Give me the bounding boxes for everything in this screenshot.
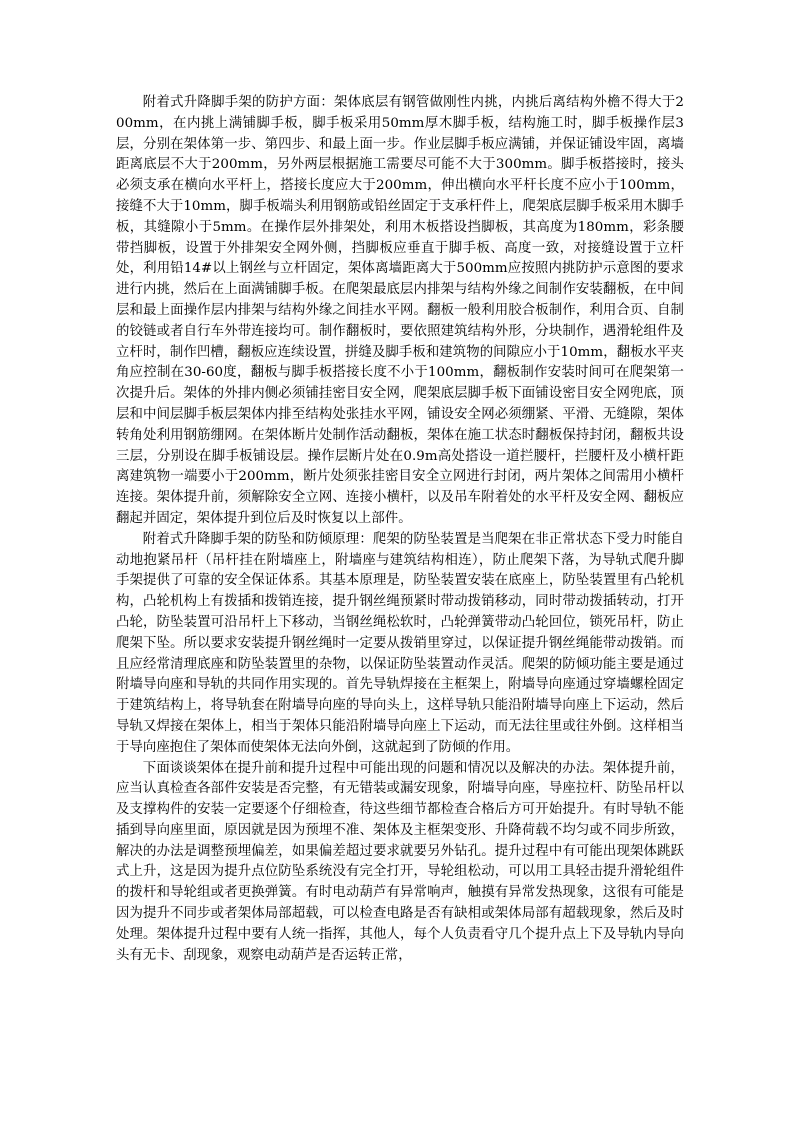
paragraph-anti-fall-anti-tilt: 附着式升降脚手架的防坠和防倾原理：爬架的防坠装置是当爬架在非正常状态下受力时能自动地抱紧吊杆（吊杆挂在附墙座上，附墙座与建筑结构相连），防止爬架下落，为导轨式爬升脚手架提供了可靠的安全保证体系。其基本原理是，防坠装置安装在底座上，防坠装置里有凸轮机构，凸轮机构上有拨插和拨销连接，提升钢丝绳预紧时带动拨销移动，同时带动拨插转动，打开凸轮，防坠装置可沿吊杆上下移动，当钢丝绳松软时，凸轮弹簧带动凸轮回位，锁死吊杆，防止爬架下坠。所以要求安装提升钢丝绳时一定要从拨销里穿过，以保证提升钢丝绳能带动拨销。而且应经常清理底座和防坠装置里的杂物，以保证防坠装置动作灵活。爬架的防倾功能主要是通过附墙导向座和导轨的共同作用实现的。首先导轨焊接在主框架上，附墙导向座通过穿墙螺栓固定于建筑结构上，将导轨套在附墙导向座的导向头上，这样导轨只能沿附墙导向座上下运动，然后导轨又焊接在架体上，相当于架体只能沿附墙导向座上下运动，而无法往里或往外倒。这样相当于导向座抱住了架体而使架体无法向外倒，这就起到了防倾的作用。	[116, 531, 684, 755]
document-body	[116, 93, 684, 966]
paragraph-protection: 附着式升降脚手架的防护方面：架体底层有钢管做刚性内挑，内挑后离结构外檐不得大于200mm，在内挑上满铺脚手板，脚手板采用50mm厚木脚手板，结构施工时，脚手板操作层3层，分别在架体第一步、第四步、和最上面一步。作业层脚手板应满铺，并保证铺设牢固，离墙距离底层不大于200mm，另外两层根据施工需要尽可能不大于300mm。脚手板搭接时，接头必须支承在横向水平杆上，搭接长度应大于200mm，伸出横向水平杆长度不应小于100mm，接缝不大于10mm，脚手板端头利用钢筋或铅丝固定于支承杆件上，爬架底层脚手板采用木脚手板，其缝隙小于5mm。在操作层外排架处，利用木板搭设挡脚板，其高度为180mm，彩条腰带挡脚板，设置于外排架安全网外侧，挡脚板应垂直于脚手板、高度一致，对接缝设置于立杆处，利用铅14#以上钢丝与立杆固定，架体离墙距离大于500mm应按照内挑防护示意图的要求进行内挑，然后在上面满铺脚手板。在爬架最底层内排架与结构外缘之间制作安装翻板，在中间层和最上面操作层内排架与结构外缘之间挂水平网。翻板一般利用胶合板制作，利用合页、自制的铰链或者自行车外带连接均可。制作翻板时，要依照建筑结构外形，分块制作，遇滑轮组件及立杆时，制作凹槽，翻板应连续设置，拼缝及脚手板和建筑物的间隙应小于10mm，翻板水平夹角应控制在30-60度，翻板与脚手板搭接长度不小于100mm，翻板制作安装时间可在爬架第一次提升后。架体的外排内侧必须铺挂密目安全网，爬架底层脚手板下面铺设密目安全网兜底，顶层和中间层脚手板层架体内排至结构处张挂水平网，铺设安全网必须绷紧、平滑、无缝隙，架体转角处利用钢筋绷网。在架体断片处制作活动翻板，架体在施工状态时翻板保持封闭，翻板共设三层，分别设在脚手板铺设层。操作层断片处在0.9m高处搭设一道拦腰杆，拦腰杆及小横杆距离建筑物一端要小于200mm，断片处须张挂密目安全立网进行封闭，两片架体之间需用小横杆连接。架体提升前，须解除安全立网、连接小横杆，以及吊车附着处的水平杆及安全网、翻板应翻起并固定，架体提升到位后及时恢复以上部件。	[116, 95, 684, 526]
paragraph-lifting-issues: 下面谈谈架体在提升前和提升过程中可能出现的问题和情况以及解决的办法。架体提升前，应当认真检查各部件安装是否完整，有无错装或漏安现象，附墙导向座，导座拉杆、防坠吊杆以及支撑构件的安装一定要逐个仔细检查，待这些细节都检查合格后方可开始提升。有时导轨不能插到导向座里面，原因就是因为预埋不准、架体及主框架变形、升降荷载不均匀或不同步所致，解决的办法是调整预埋偏差，如果偏差超过要求就要另外钻孔。提升过程中有可能出现架体跳跃式上升，这是因为提升点位防坠系统没有完全打开，导轮组松动，可以用工具轻击提升滑轮组件的拨杆和导轮组或者更换弹簧。有时电动葫芦有异常响声，触摸有异常发热现象，这很有可能是因为提升不同步或者架体局部超载，可以检查电路是否有缺相或架体局部有超载现象，然后及时处理。架体提升过程中要有人统一指挥，其他人，每个人负责看守几个提升点上下及导轨内导向头有无卡、刮现象，观察电动葫芦是否运转正常，	[116, 760, 684, 963]
